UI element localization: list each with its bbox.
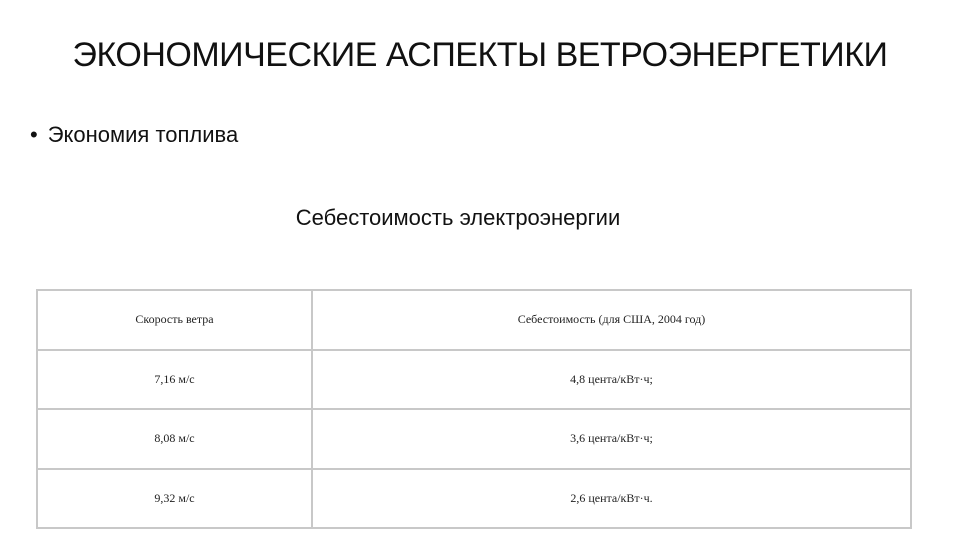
cell-cost: 2,6 цента/кВт·ч.	[312, 469, 911, 529]
slide-title: ЭКОНОМИЧЕСКИЕ АСПЕКТЫ ВЕТРОЭНЕРГЕТИКИ	[72, 36, 888, 74]
table-caption: Себестоимость электроэнергии	[295, 205, 621, 230]
bullet-item	[30, 122, 238, 148]
cell-wind-speed: 8,08 м/с	[37, 409, 312, 469]
bullet-dot-icon: •	[30, 122, 38, 147]
table-header-row	[37, 290, 911, 350]
cell-cost: 3,6 цента/кВт·ч;	[312, 409, 911, 469]
header-cost: Себестоимость (для США, 2004 год)	[312, 290, 911, 350]
table-row	[37, 350, 911, 410]
cost-table	[36, 289, 912, 529]
table-row	[37, 469, 911, 529]
cell-wind-speed: 7,16 м/с	[37, 350, 312, 410]
table-row	[37, 409, 911, 469]
cell-cost: 4,8 цента/кВт·ч;	[312, 350, 911, 410]
bullet-text: Экономия топлива	[47, 122, 239, 147]
header-wind-speed: Скорость ветра	[37, 290, 312, 350]
cell-wind-speed: 9,32 м/с	[37, 469, 312, 529]
